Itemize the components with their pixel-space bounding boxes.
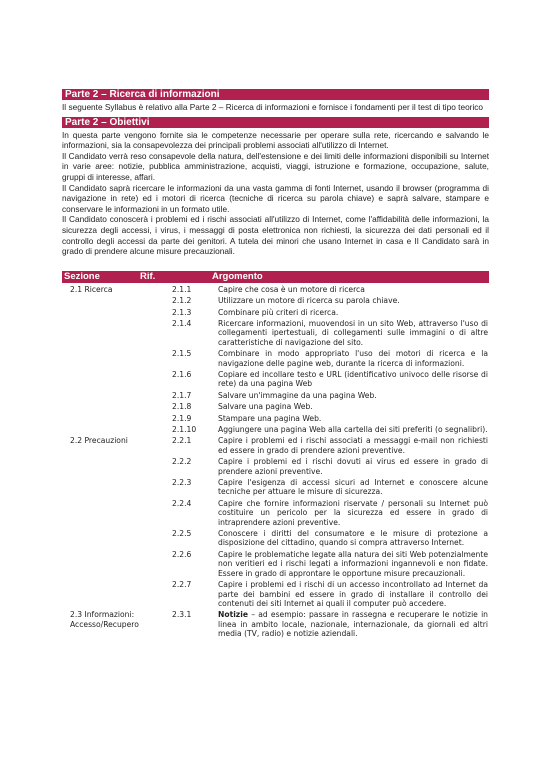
row-topic: Capire i problemi ed i rischi dovuti ai virus ed essere in grado di prendere azioni preventive. xyxy=(218,457,488,476)
objectives-paragraph: Il Candidato verrà reso consapevole della natura, dell'estensione e dei limiti delle informazioni disponibili su Internet in varie aree: notizie, pubblica amministrazione, acquisti, viaggi, istruzione e formazione, occupazione, salute, gruppi di interesse, affari. xyxy=(62,150,489,182)
table-row xyxy=(62,285,489,294)
table-row xyxy=(62,580,489,608)
row-ref: 2.3.1 xyxy=(172,610,192,620)
row-topic: Copiare ed incollare testo e URL (identificativo univoco delle risorse di rete) da una pagina Web xyxy=(218,369,488,389)
row-section: 2.2 Precauzioni xyxy=(70,436,128,446)
row-topic: Conoscere i diritti del consumatore e le misure di protezione a disposizione del cittadino, quando si compra attraverso Internet. xyxy=(218,529,488,548)
row-topic: Combinare in modo appropriato l'uso dei motori di ricerca e la navigazione delle pagine web, durante la ricerca di informazioni. xyxy=(218,349,488,368)
table-row xyxy=(62,308,489,317)
row-topic: Utilizzare un motore di ricerca su parola chiave. xyxy=(218,296,400,306)
row-ref: 2.2.6 xyxy=(172,549,192,559)
table-row xyxy=(62,402,489,411)
objectives-title: Parte 2 – Obiettivi xyxy=(62,117,489,128)
table-row xyxy=(62,499,489,527)
row-ref: 2.1.9 xyxy=(172,413,192,423)
row-topic: Salvare un'immagine da una pagina Web. xyxy=(218,390,377,400)
table-row xyxy=(62,414,489,423)
row-ref: 2.1.4 xyxy=(172,318,192,328)
row-topic: Capire i problemi ed i rischi di un accesso incontrollato ad Internet da parte dei bambini ed essere in grado di installare il controllo dei contenuti dei siti Internet ai quali il computer può accedere. xyxy=(218,580,488,608)
row-topic: Capire le problematiche legate alla natura dei siti Web potenzialmente non veritieri ed i rischi legati a informazioni ingannevoli e non fidate. Essere in grado di approntare le opportune misure precauzionali. xyxy=(218,549,488,578)
row-section: 2.1 Ricerca xyxy=(70,284,113,294)
row-ref: 2.1.3 xyxy=(172,307,192,317)
objectives-paragraph: Il Candidato conoscerà i problemi ed i rischi associati all'utilizzo di Internet, come l'affidabilità delle informazioni, la sicurezza degli accessi, i virus, i messaggi di posta elettronica non richiesti, la sicurezza dei dati personali ed il controllo degli accessi da parte dei genitori. A tutela dei minori che usano Internet in casa e Il Candidato sarà in grado di prendere alcune misure precauzionali. xyxy=(62,214,489,257)
table-body xyxy=(62,285,489,641)
row-ref: 2.2.5 xyxy=(172,529,192,539)
row-topic: Capire che cosa è un motore di ricerca xyxy=(218,284,365,294)
row-ref: 2.1.7 xyxy=(172,390,192,400)
row-topic xyxy=(218,610,488,638)
row-topic-text: – ad esempio: passare in rassegna e recuperare le notizie in linea in ambito locale, nazionale, internazionale, da giornali ed altri media (TV, radio) e notizie aziendali. xyxy=(218,610,488,639)
row-topic: Capire l'esigenza di accessi sicuri ad Internet e conoscere alcune tecniche per attuare le misure di sicurezza. xyxy=(218,478,488,497)
table-header xyxy=(62,271,489,283)
row-ref: 2.2.2 xyxy=(172,457,192,467)
row-topic-bold: Notizie xyxy=(218,610,248,620)
row-section: 2.3 Informazioni: Accesso/Recupero xyxy=(70,610,139,629)
row-ref: 2.1.1 xyxy=(172,284,192,294)
document-page xyxy=(62,89,489,641)
row-ref: 2.1.10 xyxy=(172,425,197,434)
row-ref: 2.1.5 xyxy=(172,349,192,359)
row-topic: Combinare più criteri di ricerca. xyxy=(218,307,339,317)
table-row xyxy=(62,610,489,638)
table-row xyxy=(62,478,489,497)
row-ref: 2.1.2 xyxy=(172,296,192,306)
table-row xyxy=(62,550,489,578)
row-topic: Aggiungere una pagina Web alla cartella dei siti preferiti (o segnalibri). xyxy=(218,425,488,434)
table-row xyxy=(62,296,489,305)
table-row xyxy=(62,529,489,548)
row-ref: 2.2.3 xyxy=(172,478,192,488)
syllabus-table xyxy=(62,271,489,641)
row-ref: 2.2.4 xyxy=(172,498,192,508)
table-row xyxy=(62,370,489,389)
row-ref: 2.1.6 xyxy=(172,369,192,379)
row-topic: Stampare una pagina Web. xyxy=(218,413,322,423)
header-section: Sezione xyxy=(64,270,100,282)
table-row xyxy=(62,425,489,434)
table-row xyxy=(62,349,489,368)
header-topic: Argomento xyxy=(212,270,263,282)
row-topic: Capire che fornire informazioni riservate / personali su Internet può costituire un pericolo per la sicurezza ed essere in grado di intraprendere azioni preventive. xyxy=(218,498,488,527)
table-row xyxy=(62,319,489,347)
table-row xyxy=(62,436,489,455)
header-ref: Rif. xyxy=(140,270,156,282)
objectives-paragraph: Il Candidato saprà ricercare le informazioni da una vasta gamma di fonti Internet, usando il browser (programma di navigazione in rete) ed i motori di ricerca (tecniche di ricerca su parola chiave) e saprà salvare, stampare e conservare le informazioni in un formato utile. xyxy=(62,182,489,214)
table-row xyxy=(62,457,489,476)
row-ref: 2.2.7 xyxy=(172,580,192,590)
row-topic: Capire i problemi ed i rischi associati a messaggi e-mail non richiesti ed essere in grado di prendere azioni preventive. xyxy=(218,436,488,455)
row-topic: Ricercare informazioni, muovendosi in un sito Web, attraverso l'uso di collegamenti ipertestuali, di collegamenti sulle immagini o di altre caratteristiche di navigazione del sito. xyxy=(218,318,488,347)
part2-title: Parte 2 – Ricerca di informazioni xyxy=(62,89,489,100)
objectives-paragraph: In questa parte vengono fornite sia le competenze necessarie per operare sulla rete, ricercando e salvando le informazioni, sia la consapevolezza dei principali problemi associati all'utilizzo di Internet. xyxy=(62,129,489,151)
row-ref: 2.1.8 xyxy=(172,402,192,412)
table-row xyxy=(62,391,489,400)
row-ref: 2.2.1 xyxy=(172,436,192,446)
row-topic: Salvare una pagina Web. xyxy=(218,402,313,412)
part2-intro: Il seguente Syllabus è relativo alla Parte 2 – Ricerca di informazioni e fornisce i fondamenti per il test di tipo teorico xyxy=(62,102,484,112)
